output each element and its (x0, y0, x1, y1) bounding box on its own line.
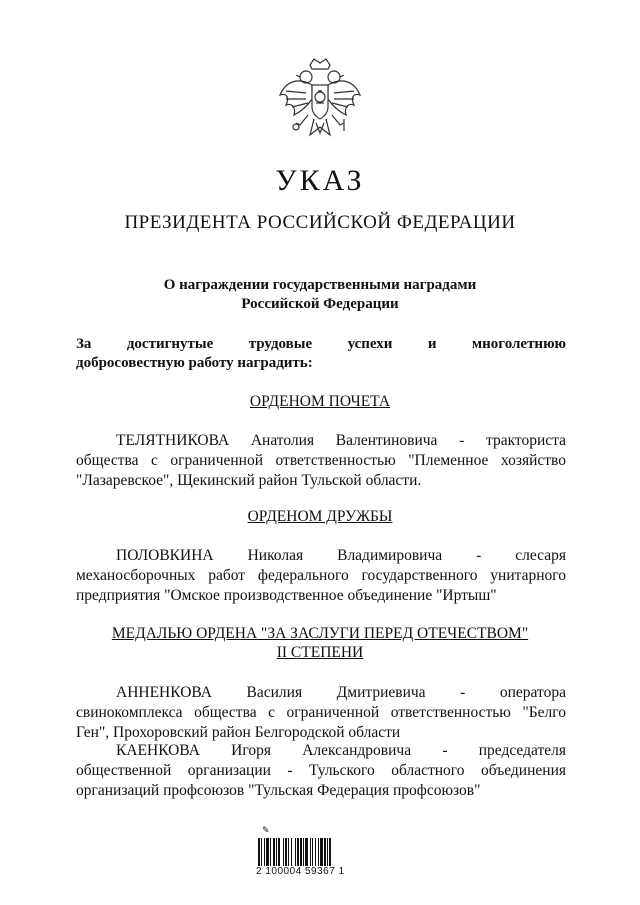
award-title-order-of-honour: ОРДЕНОМ ПОЧЕТА (249, 393, 391, 410)
entry-line: Ген", Прохоровский район Белгородской области (76, 724, 401, 741)
barcode-number: 2 100004 59367 1 (256, 866, 345, 877)
barcode-bar (305, 838, 308, 866)
entry-line: организаций профсоюзов "Тульская Федерация профсоюзов" (76, 782, 481, 799)
barcode (258, 838, 340, 866)
signature-mark: ✎ (262, 826, 270, 836)
barcode-bar (266, 838, 269, 866)
entry-line: КАЕНКОВА Игоря Александровича - председателя (116, 742, 566, 759)
barcode-bar (315, 838, 316, 866)
barcode-bar (312, 838, 313, 866)
barcode-bar (303, 838, 304, 866)
coat-of-arms-icon (272, 55, 368, 151)
barcode-bar (276, 838, 277, 866)
barcode-bar (288, 838, 289, 866)
barcode-bar (320, 838, 323, 866)
award-entry (76, 683, 566, 743)
award-title-medal-line-2: II СТЕПЕНИ (276, 644, 364, 661)
preamble-line-2: добросовестную работу наградить: (76, 355, 313, 371)
barcode-bar (273, 838, 275, 866)
barcode-bar (258, 838, 260, 866)
barcode-bar (297, 838, 299, 866)
entry-line: свинокомплекса общества с ограниченной ответственностью "Белго (76, 704, 566, 721)
barcode-bar (300, 838, 302, 866)
entry-line: предприятия "Омское производственное объединение "Иртыш" (76, 587, 497, 604)
barcode-bar (261, 838, 262, 866)
award-entry (76, 431, 566, 491)
barcode-bar (295, 838, 296, 866)
entry-line: ТЕЛЯТНИКОВА Анатолия Валентиновича - тракториста (116, 432, 566, 449)
decree-preamble (76, 335, 566, 373)
barcode-bar (283, 838, 284, 866)
entry-line: механосборочных работ федерального государственного унитарного (76, 567, 566, 584)
barcode-bar (291, 838, 292, 866)
entry-line: АННЕНКОВА Василия Дмитриевича - оператора (116, 684, 566, 701)
award-entry (76, 741, 566, 801)
barcode-bar (318, 838, 319, 866)
subject-line-2: Российской Федерации (241, 296, 399, 312)
award-title-order-of-friendship: ОРДЕНОМ ДРУЖБЫ (247, 508, 393, 525)
barcode-bar (278, 838, 280, 866)
decree-title: УКАЗ (275, 164, 365, 197)
subject-line-1: О награждении государственными наградами (163, 277, 477, 293)
entry-line: ПОЛОВКИНА Николая Владимировича - слесаря (116, 547, 566, 564)
decree-subject (0, 276, 640, 314)
barcode-bar (310, 838, 311, 866)
award-entry (76, 546, 566, 606)
entry-line: общества с ограниченной ответственностью "Племенное хозяйство (76, 452, 566, 469)
award-title-medal-line-1: МЕДАЛЬЮ ОРДЕНА "ЗА ЗАСЛУГИ ПЕРЕД ОТЕЧЕСТВОМ" (111, 625, 529, 642)
barcode-bar (285, 838, 287, 866)
barcode-bar (270, 838, 271, 866)
entry-line: "Лазаревское", Щекинский район Тульской области. (76, 472, 422, 489)
entry-line: общественной организации - Тульского областного объединения (76, 762, 566, 779)
barcode-bar (327, 838, 328, 866)
barcode-bar (324, 838, 326, 866)
decree-issuer: ПРЕЗИДЕНТА РОССИЙСКОЙ ФЕДЕРАЦИИ (124, 212, 516, 233)
barcode-bar (329, 838, 331, 866)
preamble-line-1: За достигнутые трудовые успехи и многолетнюю (76, 336, 566, 352)
barcode-bar (264, 838, 265, 866)
